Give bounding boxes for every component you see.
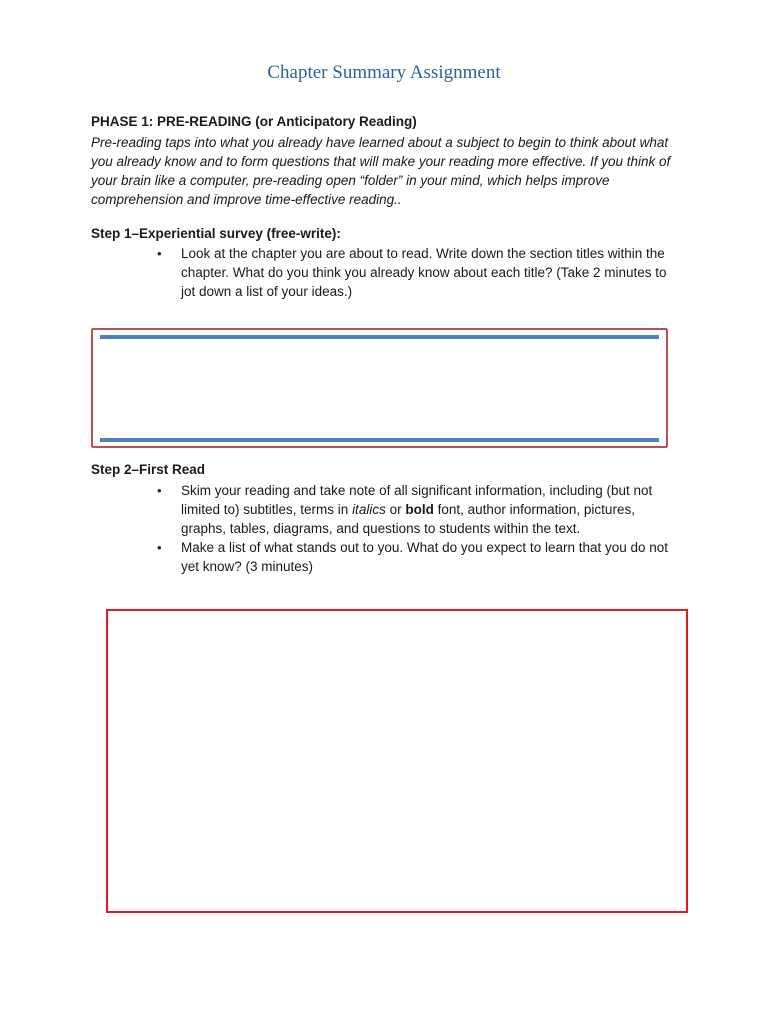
step2-bullet2-text: Make a list of what stands out to you. What do you expect to learn that you do not yet know? (3 minutes) — [181, 540, 669, 574]
box-top-rule — [100, 335, 659, 339]
bullet-icon: • — [157, 540, 162, 555]
list-item — [157, 538, 681, 576]
step1-bullet-list — [157, 244, 681, 301]
step2-answer-box[interactable] — [106, 609, 688, 913]
bullet-icon: • — [157, 246, 162, 261]
step1-heading: Step 1–Experiential survey (free-write): — [91, 226, 341, 241]
text-segment: font, author information, pictures, graphs, tables, diagrams, and questions to students within the text. — [181, 502, 635, 536]
step2-bullet1-text — [181, 483, 652, 536]
step2-bullet-list — [157, 481, 681, 576]
page-title: Chapter Summary Assignment — [267, 62, 501, 83]
step2-heading: Step 2–First Read — [91, 462, 206, 477]
phase-intro-text: Pre-reading taps into what you already have learned about a subject to begin to think about what you already know and to form questions that will make your reading more effective. If you think of your brain like a computer, pre-reading open “folder” in your mind, which helps improve comprehension and improve time-effective reading.. — [91, 135, 671, 207]
text-segment: or — [385, 502, 406, 517]
phase-heading: PHASE 1: PRE-READING (or Anticipatory Reading) — [91, 114, 417, 129]
bold-term: bold — [405, 502, 434, 517]
list-item — [157, 481, 681, 538]
text-segment: Skim your reading and take note of all significant information, including (but not limited to) subtitles, terms in — [181, 483, 653, 517]
italic-term: italics — [352, 502, 386, 517]
step1-answer-box[interactable] — [91, 328, 668, 448]
box-bottom-rule — [100, 438, 659, 442]
bullet-icon: • — [157, 483, 162, 498]
step1-bullet-text: Look at the chapter you are about to read. Write down the section titles within the chapter. What do you think you already know about each title? (Take 2 minutes to jot down a list of your ideas.) — [181, 246, 667, 299]
list-item — [157, 244, 681, 301]
